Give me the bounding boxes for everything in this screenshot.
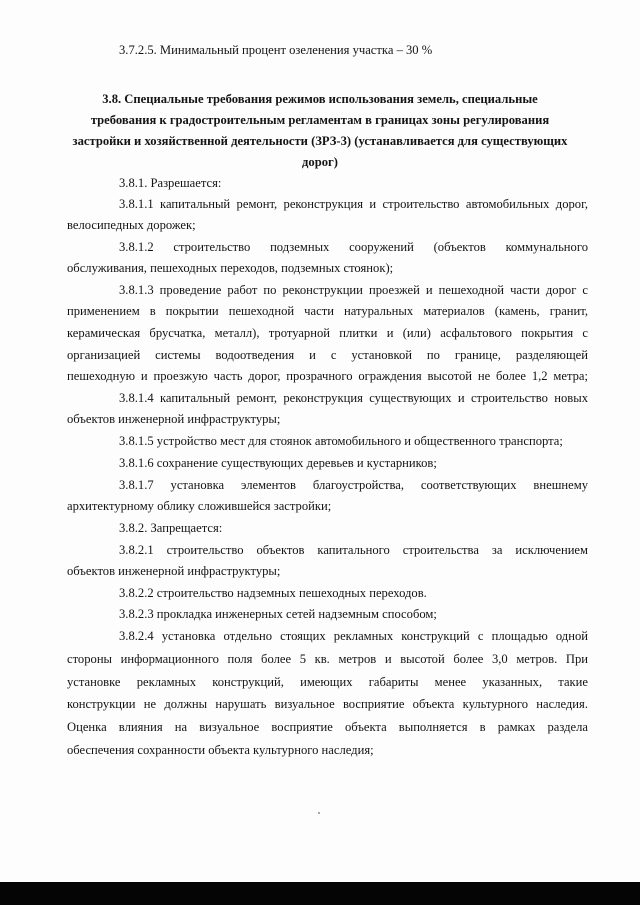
item-3-8-2-2: 3.8.2.2 строительство надземных пешеходных переходов. [119, 586, 427, 600]
item-3-8-1-6: 3.8.1.6 сохранение существующих деревьев и кустарников; [119, 456, 437, 470]
item-3-8-2-4-line-5: Оценка влияния на визуальное восприятие объекта выполняется в рамках раздела [67, 720, 588, 734]
item-3-8-1-3-line-5: пешеходную и проезжую часть дорог, прозрачного ограждения высотой не более 1,2 метра; [67, 369, 588, 383]
item-3-8-2-1-line-2: объектов инженерной инфраструктуры; [67, 564, 281, 578]
item-3-8-2-4-line-3: установке рекламных конструкций, имеющих габариты менее указанных, такие [67, 675, 588, 689]
allowed-heading: 3.8.1. Разрешается: [119, 176, 222, 190]
section-heading-line-3: застройки и хозяйственной деятельности (ЗРЗ-3) (устанавливается для существующих [72, 134, 568, 148]
forbidden-heading: 3.8.2. Запрещается: [119, 521, 223, 535]
section-heading-line-2: требования к градостроительным регламентам в границах зоны регулирования [90, 113, 550, 127]
item-3-8-1-1-line-2: велосипедных дорожек; [67, 218, 196, 232]
item-3-8-2-4-line-1: 3.8.2.4 установка отдельно стоящих рекламных конструкций с площадью одной [119, 629, 588, 643]
item-3-8-1-2-line-1: 3.8.1.2 строительство подземных сооружений (объектов коммунального [119, 240, 588, 254]
item-3-8-2-3: 3.8.2.3 прокладка инженерных сетей надземным способом; [119, 607, 437, 621]
item-3-8-2-4-line-2: стороны информационного поля более 5 кв. метров и высотой более 3,0 метров. При [67, 652, 588, 666]
item-3-8-2-1-line-1: 3.8.2.1 строительство объектов капитального строительства за исключением [119, 543, 588, 557]
item-3-8-1-7-line-1: 3.8.1.7 установка элементов благоустройства, соответствующих внешнему [119, 478, 588, 492]
item-3-8-1-4-line-1: 3.8.1.4 капитальный ремонт, реконструкция существующих и строительство новых [119, 391, 588, 405]
item-3-8-2-4-line-4: конструкции не должны нарушать визуальное восприятие объекта культурного наследия. [67, 697, 588, 711]
item-3-8-1-1-line-1: 3.8.1.1 капитальный ремонт, реконструкция и строительство автомобильных дорог, [119, 197, 588, 211]
section-heading-line-4: дорог) [302, 155, 338, 169]
item-3-8-1-3-line-2: применением в покрытии пешеходной части натуральных материалов (камень, гранит, [67, 304, 588, 318]
item-3-8-1-7-line-2: архитектурному облику сложившейся застройки; [67, 499, 332, 513]
item-3-8-1-3-line-1: 3.8.1.3 проведение работ по реконструкции проезжей и пешеходной части дорог с [119, 283, 588, 297]
section-heading-line-1: 3.8. Специальные требования режимов использования земель, специальные [102, 92, 538, 106]
item-3-8-1-3-line-4: организацией системы водоотведения и с установкой по границе, разделяющей [67, 348, 588, 362]
item-3-8-1-3-line-3: керамическая брусчатка, металл), тротуарной плитки и (или) асфальтового покрытия с [67, 326, 588, 340]
scan-speck [318, 812, 320, 814]
item-3-8-1-4-line-2: объектов инженерной инфраструктуры; [67, 412, 281, 426]
paragraph-3-7-2-5: 3.7.2.5. Минимальный процент озеленения участка – 30 % [119, 43, 433, 57]
item-3-8-2-4-line-6: обеспечения сохранности объекта культурного наследия; [67, 743, 374, 757]
item-3-8-1-2-line-2: обслуживания, пешеходных переходов, подземных стоянок); [67, 261, 394, 275]
scan-bottom-edge [0, 882, 640, 905]
item-3-8-1-5: 3.8.1.5 устройство мест для стоянок автомобильного и общественного транспорта; [119, 434, 563, 448]
